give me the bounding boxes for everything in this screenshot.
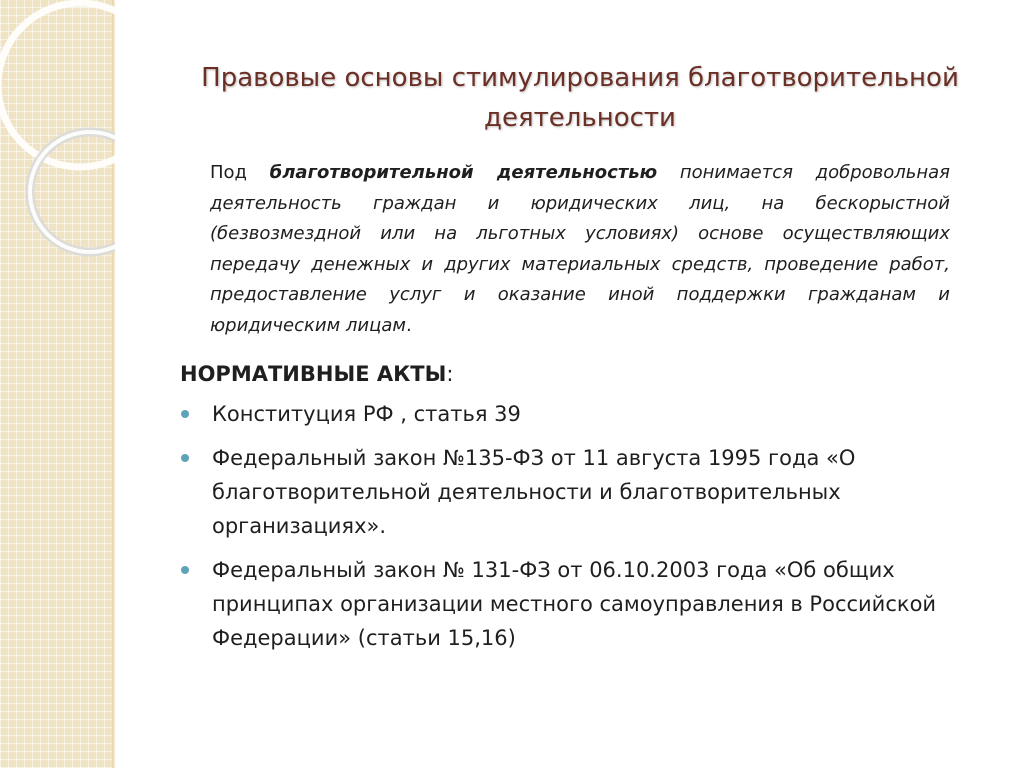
slide-title xyxy=(150,58,1010,138)
definition-paragraph xyxy=(210,158,950,341)
list-item xyxy=(180,441,980,543)
decorative-rings xyxy=(0,0,115,768)
circle-bullet-icon xyxy=(181,454,189,462)
normative-acts-heading xyxy=(180,357,980,391)
circle-bullet-icon xyxy=(181,566,189,574)
normative-acts-heading-colon: : xyxy=(446,362,454,386)
list-item xyxy=(180,553,980,655)
list-item-text: Федеральный закон №135-ФЗ от 11 августа 1995 года «О благотворительной деятельности и благотворительных организациях». xyxy=(212,446,856,538)
definition-prefix: Под xyxy=(210,162,270,183)
circle-bullet-icon xyxy=(181,410,189,418)
slide-title-line-1: Правовые основы стимулирования благотворительной xyxy=(201,63,959,93)
definition-body: понимается добровольная деятельность граждан и юридических лиц, на бескорыстной (безвозмездной или на льготных условиях) основе осуществляющих передачу денежных и других материальных средств, проведение работ, предоставление услуг и оказание иной поддержки гражданам и юридическим лицам xyxy=(210,162,950,336)
normative-acts-list xyxy=(180,397,980,655)
list-item xyxy=(180,397,980,431)
normative-acts-section xyxy=(180,357,980,665)
definition-term: благотворительной деятельностью xyxy=(269,162,658,183)
definition-end: . xyxy=(405,314,412,336)
list-item-text: Конституция РФ , статья 39 xyxy=(212,402,521,426)
list-item-text: Федеральный закон № 131-ФЗ от 06.10.2003 года «Об общих принципах организации местного самоуправления в Российской Федерации» (статьи 15,16) xyxy=(212,558,937,650)
normative-acts-heading-text: НОРМАТИВНЫЕ АКТЫ xyxy=(180,362,447,386)
slide-title-line-2: деятельности xyxy=(484,103,676,133)
